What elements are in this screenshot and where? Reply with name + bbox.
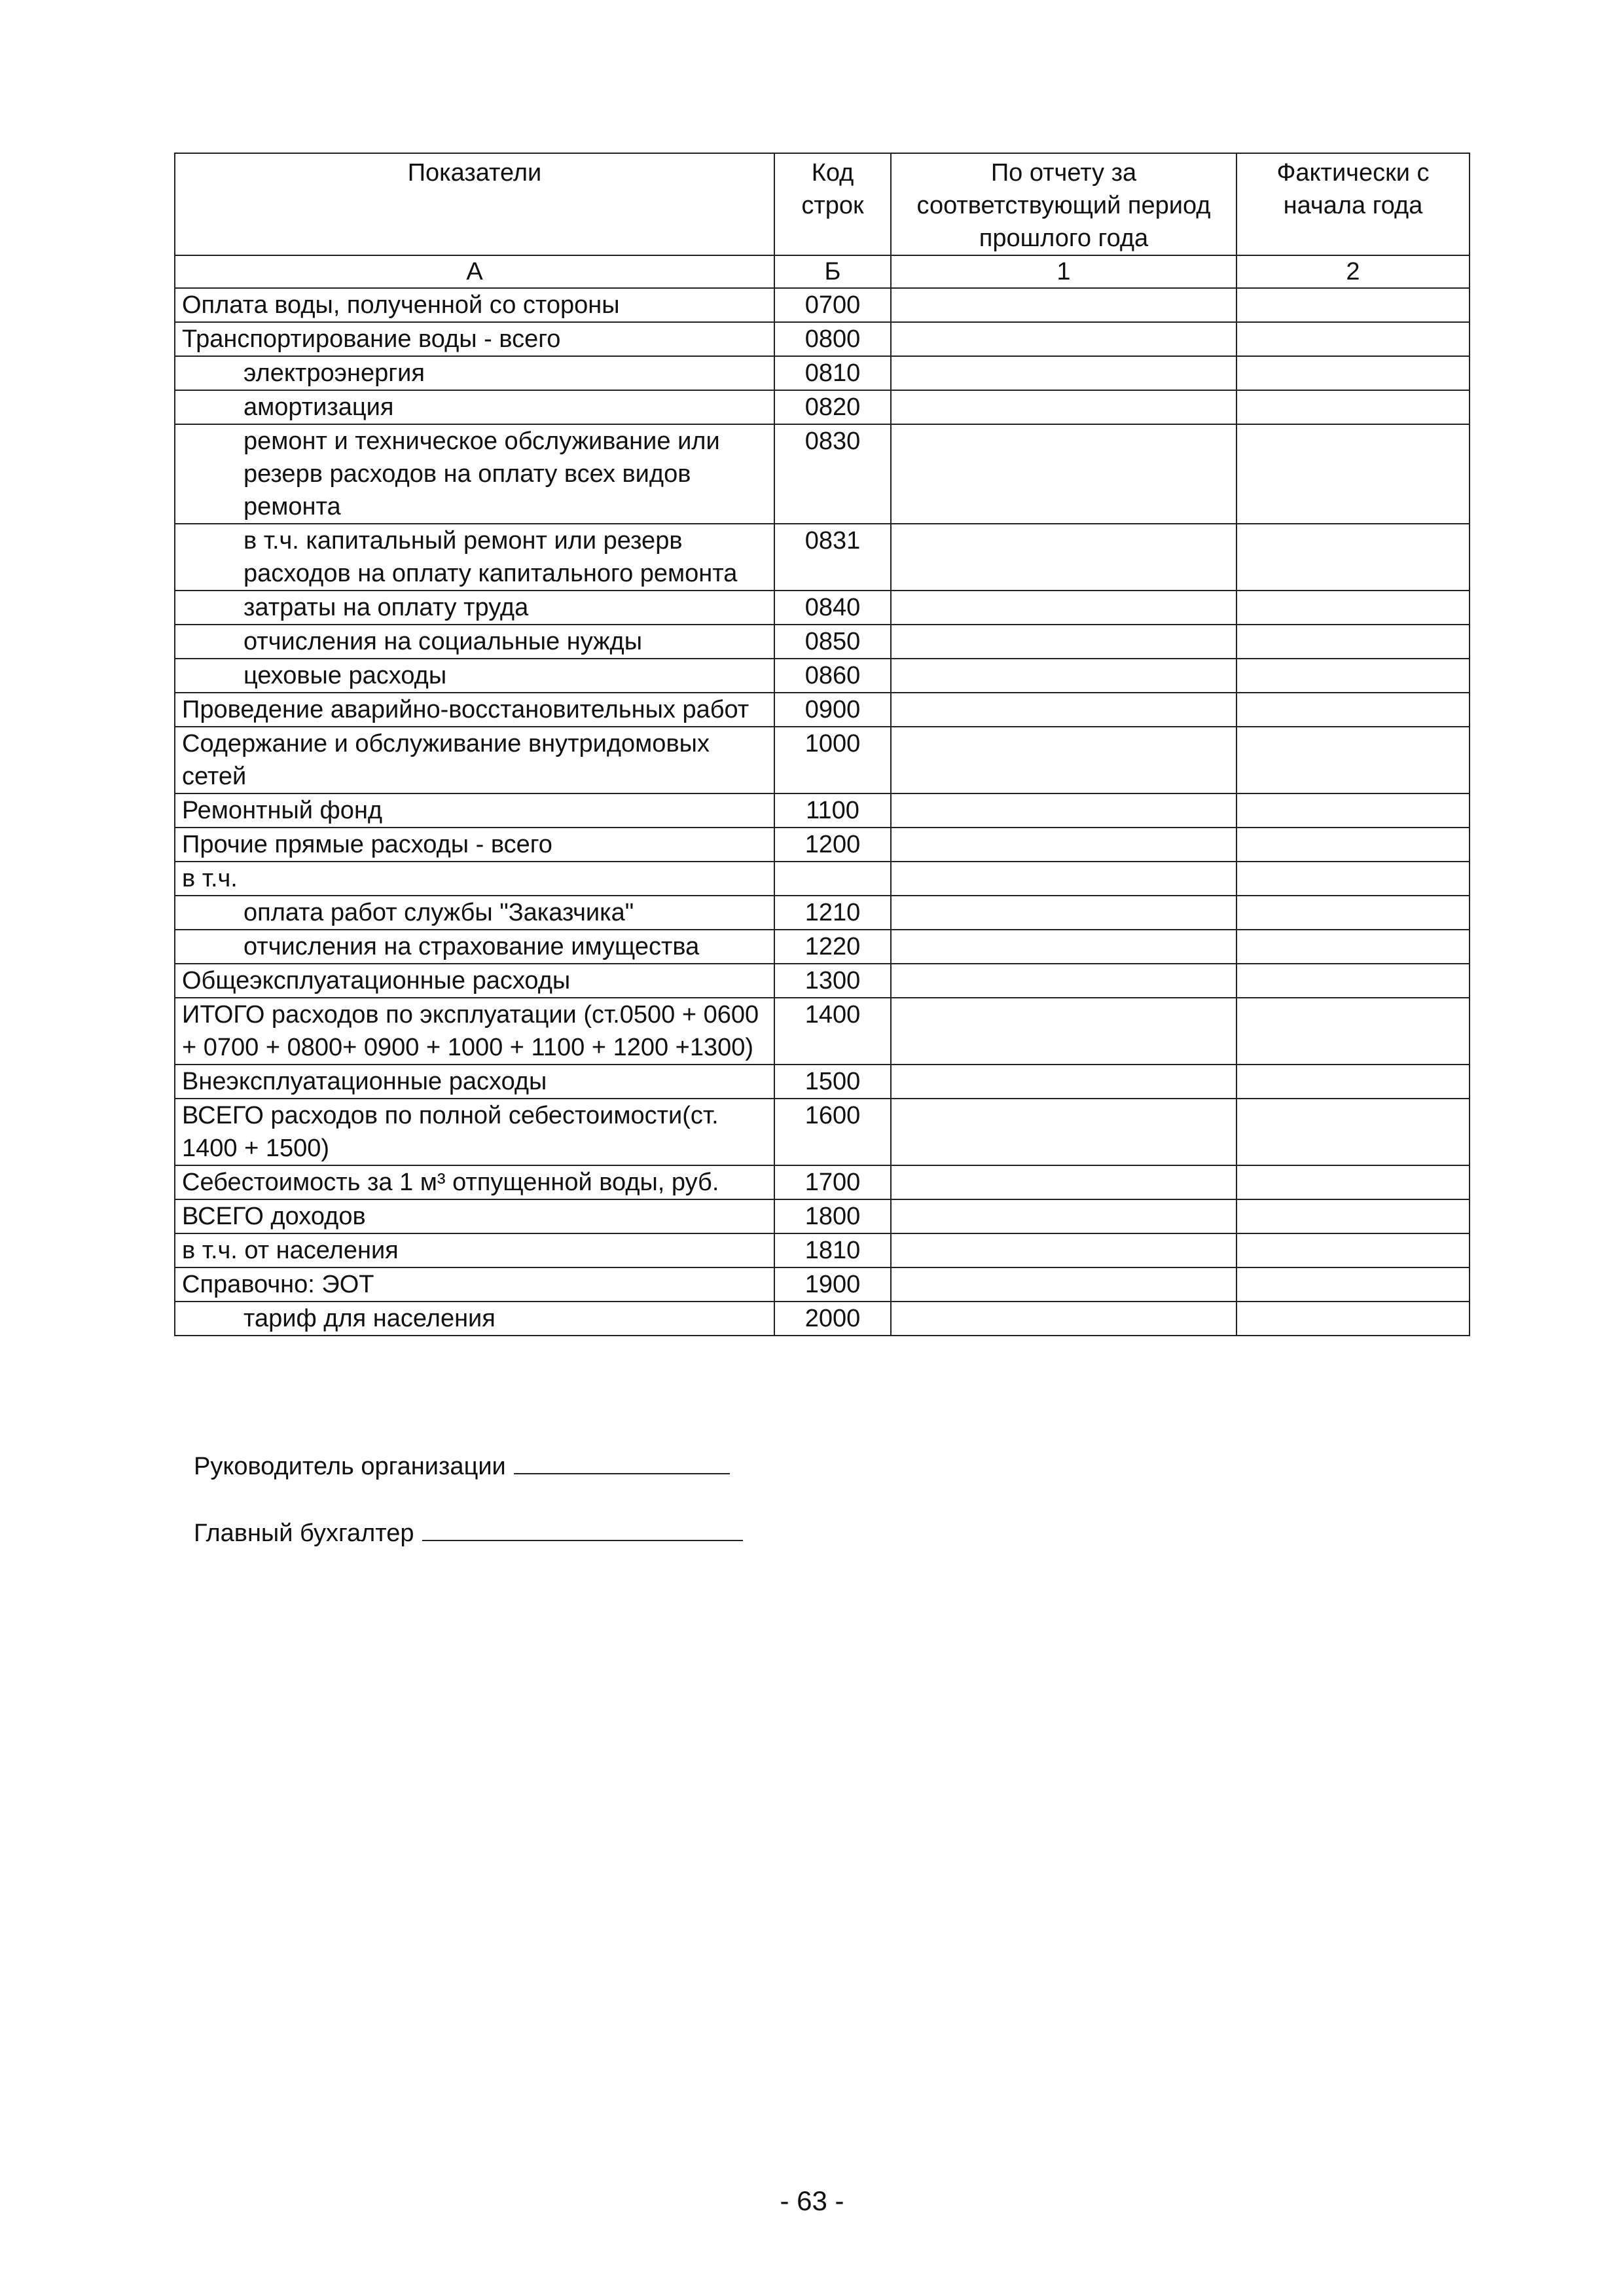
row-code: 0810 (774, 356, 891, 390)
accountant-signature-line (194, 1512, 743, 1548)
row-actual-value[interactable] (1236, 424, 1470, 524)
header-actual: Фактически с начала года (1236, 153, 1470, 255)
row-actual-value[interactable] (1236, 1199, 1470, 1233)
column-letter-actual: 2 (1236, 255, 1470, 288)
table-row (175, 1199, 1470, 1233)
row-prev-period-value[interactable] (891, 1233, 1236, 1267)
row-actual-value[interactable] (1236, 930, 1470, 964)
row-indicator-label: тариф для населения (175, 1302, 774, 1336)
row-actual-value[interactable] (1236, 1302, 1470, 1336)
row-prev-period-value[interactable] (891, 998, 1236, 1065)
row-code: 0850 (774, 625, 891, 659)
row-actual-value[interactable] (1236, 693, 1470, 727)
accountant-signature-field[interactable] (422, 1512, 743, 1541)
table-row (175, 1165, 1470, 1199)
row-indicator-label: Внеэксплуатационные расходы (175, 1065, 774, 1099)
row-actual-value[interactable] (1236, 1267, 1470, 1302)
row-actual-value[interactable] (1236, 1233, 1470, 1267)
table-row (175, 828, 1470, 862)
table-row (175, 896, 1470, 930)
head-signature-label: Руководитель организации (194, 1453, 506, 1480)
header-row (175, 153, 1470, 255)
table-row (175, 1302, 1470, 1336)
header-indicator: Показатели (175, 153, 774, 255)
row-code: 1300 (774, 964, 891, 998)
row-indicator-label: ВСЕГО доходов (175, 1199, 774, 1233)
table-row (175, 591, 1470, 625)
row-code: 0831 (774, 524, 891, 591)
row-prev-period-value[interactable] (891, 727, 1236, 793)
column-letter-code: Б (774, 255, 891, 288)
row-code: 1500 (774, 1065, 891, 1099)
row-code: 1810 (774, 1233, 891, 1267)
row-prev-period-value[interactable] (891, 424, 1236, 524)
row-prev-period-value[interactable] (891, 896, 1236, 930)
row-prev-period-value[interactable] (891, 964, 1236, 998)
row-actual-value[interactable] (1236, 1165, 1470, 1199)
row-prev-period-value[interactable] (891, 793, 1236, 828)
row-prev-period-value[interactable] (891, 659, 1236, 693)
table-row (175, 930, 1470, 964)
table-row (175, 524, 1470, 591)
row-code: 0820 (774, 390, 891, 424)
row-actual-value[interactable] (1236, 625, 1470, 659)
row-indicator-label: затраты на оплату труда (175, 591, 774, 625)
row-actual-value[interactable] (1236, 356, 1470, 390)
row-actual-value[interactable] (1236, 862, 1470, 896)
row-indicator-label: в т.ч. капитальный ремонт или резерв расходов на оплату капитального ремонта (175, 524, 774, 591)
row-actual-value[interactable] (1236, 727, 1470, 793)
table-row (175, 793, 1470, 828)
row-prev-period-value[interactable] (891, 625, 1236, 659)
row-indicator-label: в т.ч. от населения (175, 1233, 774, 1267)
row-actual-value[interactable] (1236, 1065, 1470, 1099)
page-number: - 63 - (780, 2185, 844, 2216)
row-code: 1700 (774, 1165, 891, 1199)
row-prev-period-value[interactable] (891, 693, 1236, 727)
table-row (175, 625, 1470, 659)
table-row (175, 998, 1470, 1065)
row-code: 1900 (774, 1267, 891, 1302)
row-code: 2000 (774, 1302, 891, 1336)
row-indicator-label: Себестоимость за 1 м³ отпущенной воды, руб. (175, 1165, 774, 1199)
row-code: 1800 (774, 1199, 891, 1233)
row-indicator-label: отчисления на социальные нужды (175, 625, 774, 659)
row-prev-period-value[interactable] (891, 1099, 1236, 1165)
row-code: 1400 (774, 998, 891, 1065)
row-indicator-label: отчисления на страхование имущества (175, 930, 774, 964)
row-code: 0800 (774, 322, 891, 356)
row-indicator-label: Прочие прямые расходы - всего (175, 828, 774, 862)
row-code (774, 862, 891, 896)
table-row (175, 1065, 1470, 1099)
row-code: 1210 (774, 896, 891, 930)
table-row (175, 1267, 1470, 1302)
row-actual-value[interactable] (1236, 322, 1470, 356)
row-indicator-label: Содержание и обслуживание внутридомовых сетей (175, 727, 774, 793)
row-actual-value[interactable] (1236, 288, 1470, 322)
row-prev-period-value[interactable] (891, 1199, 1236, 1233)
row-actual-value[interactable] (1236, 828, 1470, 862)
row-code: 0830 (774, 424, 891, 524)
row-actual-value[interactable] (1236, 793, 1470, 828)
row-prev-period-value[interactable] (891, 930, 1236, 964)
row-code: 1000 (774, 727, 891, 793)
row-code: 0840 (774, 591, 891, 625)
row-prev-period-value[interactable] (891, 1165, 1236, 1199)
row-prev-period-value[interactable] (891, 1302, 1236, 1336)
row-prev-period-value[interactable] (891, 862, 1236, 896)
row-indicator-label: в т.ч. (175, 862, 774, 896)
row-prev-period-value[interactable] (891, 524, 1236, 591)
row-code: 1100 (774, 793, 891, 828)
table-row (175, 727, 1470, 793)
row-actual-value[interactable] (1236, 524, 1470, 591)
row-actual-value[interactable] (1236, 964, 1470, 998)
row-code: 0700 (774, 288, 891, 322)
row-indicator-label: Оплата воды, полученной со стороны (175, 288, 774, 322)
column-letter-prev-period: 1 (891, 255, 1236, 288)
table-row (175, 964, 1470, 998)
table-body (175, 288, 1470, 1336)
row-actual-value[interactable] (1236, 1099, 1470, 1165)
table-row (175, 356, 1470, 390)
row-indicator-label: электроэнергия (175, 356, 774, 390)
row-indicator-label: ремонт и техническое обслуживание или резерв расходов на оплату всех видов ремонта (175, 424, 774, 524)
row-indicator-label: Проведение аварийно-восстановительных работ (175, 693, 774, 727)
accountant-signature-label: Главный бухгалтер (194, 1520, 414, 1547)
row-prev-period-value[interactable] (891, 356, 1236, 390)
row-indicator-label: цеховые расходы (175, 659, 774, 693)
table-row (175, 390, 1470, 424)
table-row (175, 1099, 1470, 1165)
row-actual-value[interactable] (1236, 591, 1470, 625)
row-code: 1600 (774, 1099, 891, 1165)
row-actual-value[interactable] (1236, 896, 1470, 930)
row-indicator-label: Общеэксплуатационные расходы (175, 964, 774, 998)
row-code: 1220 (774, 930, 891, 964)
row-prev-period-value[interactable] (891, 322, 1236, 356)
row-code: 0860 (774, 659, 891, 693)
report-table (174, 153, 1470, 1336)
row-actual-value[interactable] (1236, 659, 1470, 693)
table-row (175, 322, 1470, 356)
table-row (175, 288, 1470, 322)
table-row (175, 1233, 1470, 1267)
head-signature-field[interactable] (514, 1446, 730, 1474)
row-indicator-label: амортизация (175, 390, 774, 424)
row-prev-period-value[interactable] (891, 1065, 1236, 1099)
row-code: 0900 (774, 693, 891, 727)
row-prev-period-value[interactable] (891, 1267, 1236, 1302)
column-letter-indicator: А (175, 255, 774, 288)
table-row (175, 659, 1470, 693)
row-indicator-label: Справочно: ЭОТ (175, 1267, 774, 1302)
row-actual-value[interactable] (1236, 390, 1470, 424)
table-row (175, 862, 1470, 896)
row-indicator-label: оплата работ службы "Заказчика" (175, 896, 774, 930)
row-indicator-label: Ремонтный фонд (175, 793, 774, 828)
table-row (175, 424, 1470, 524)
row-prev-period-value[interactable] (891, 288, 1236, 322)
signature-block (194, 1446, 743, 1579)
row-indicator-label: ВСЕГО расходов по полной себестоимости(ст. 1400 + 1500) (175, 1099, 774, 1165)
row-prev-period-value[interactable] (891, 828, 1236, 862)
table-row (175, 693, 1470, 727)
row-code: 1200 (774, 828, 891, 862)
header-prev-period: По отчету за соответствующий период прошлого года (891, 153, 1236, 255)
row-indicator-label: Транспортирование воды - всего (175, 322, 774, 356)
row-prev-period-value[interactable] (891, 390, 1236, 424)
row-actual-value[interactable] (1236, 998, 1470, 1065)
head-signature-line (194, 1446, 743, 1481)
column-letter-row (175, 255, 1470, 288)
header-code: Код строк (774, 153, 891, 255)
row-prev-period-value[interactable] (891, 591, 1236, 625)
row-indicator-label: ИТОГО расходов по эксплуатации (ст.0500 + 0600 + 0700 + 0800+ 0900 + 1000 + 1100 + 1200 +1300) (175, 998, 774, 1065)
